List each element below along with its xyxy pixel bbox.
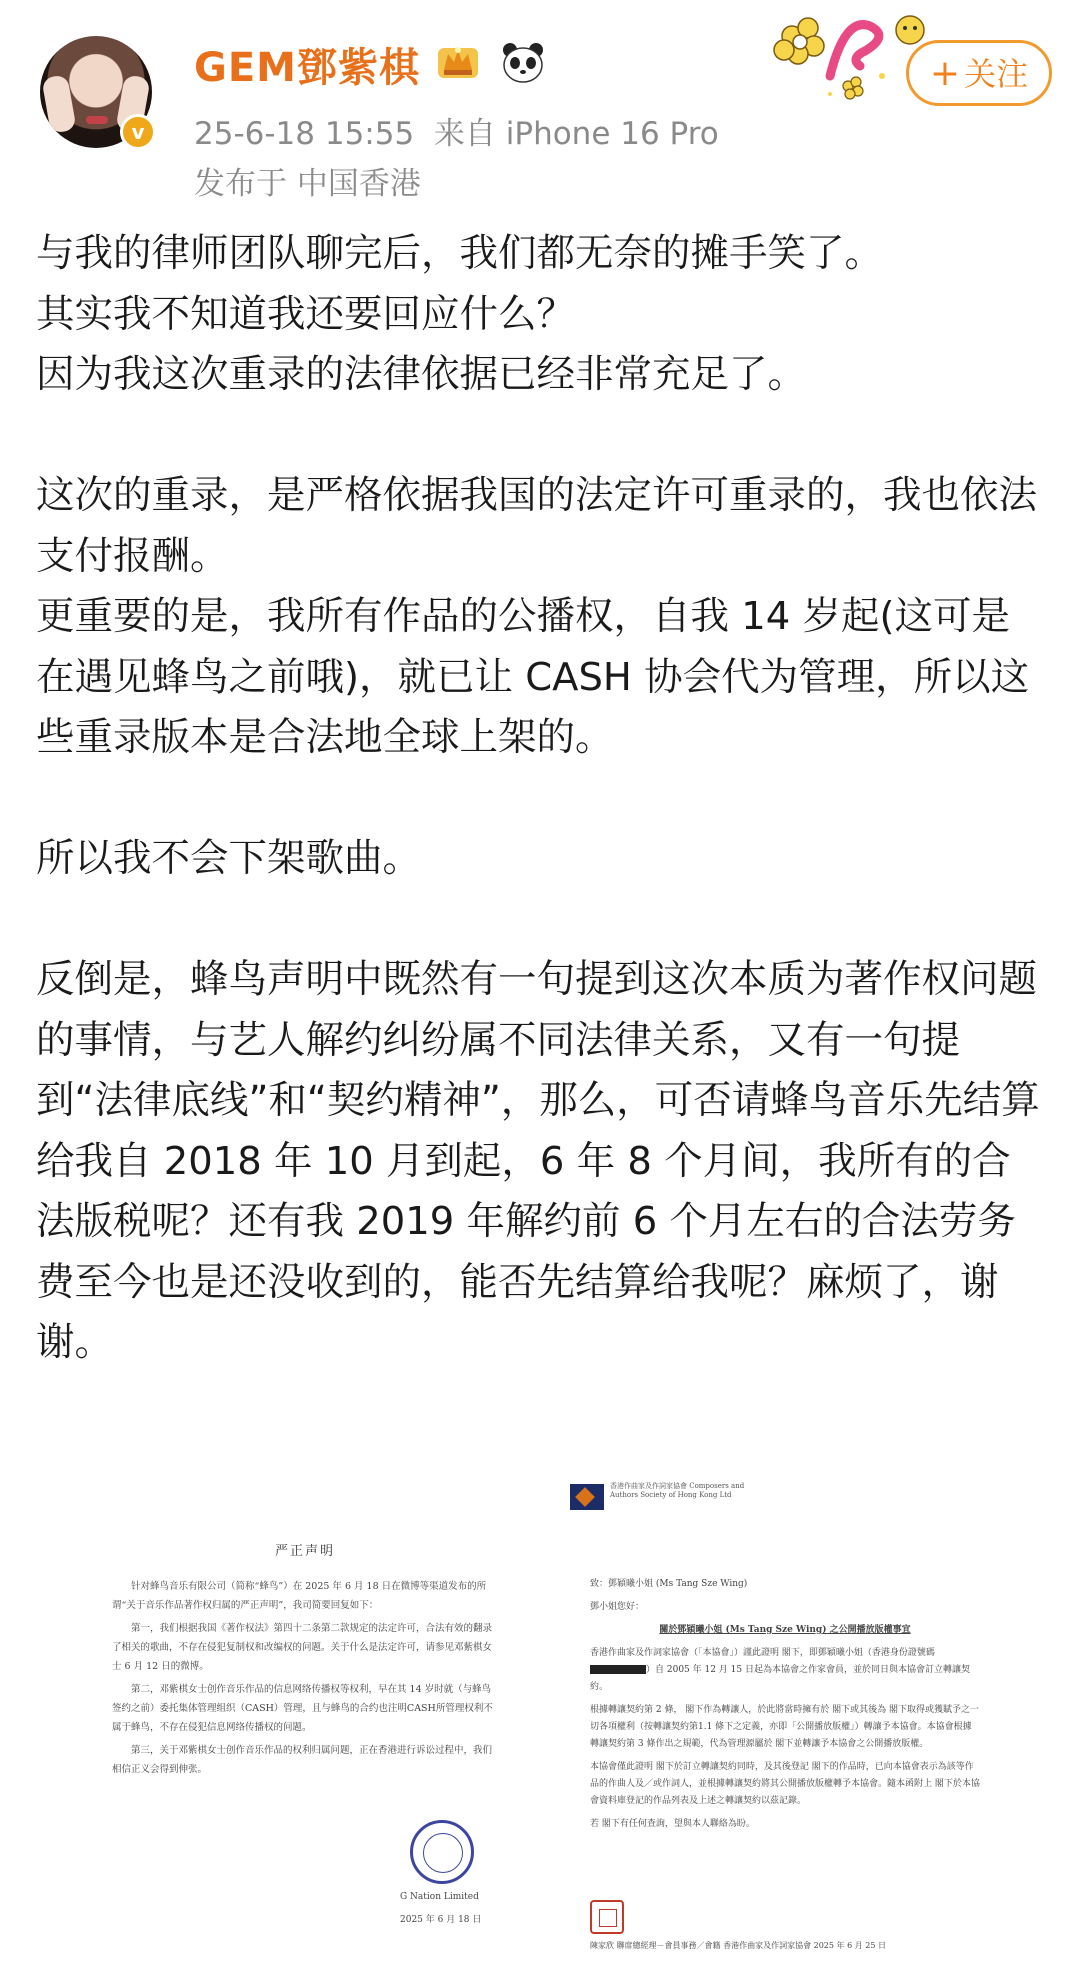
letter-paragraph: 本協會僅此證明 閣下於訂立轉讓契約同時，及其後登記 閣下的作品時，已向本協會表示為該等作品的作曲人及／或作詞人，並根據轉讓契約將其公開播放版權轉予本協會。隨本函附上 閣下於本協會資料庫登記的作品列表及上述之轉讓契約以茲記錄。 [590,1762,980,1806]
letter-salutation: 鄧小姐您好： [590,1602,645,1612]
plus-icon: + [929,53,961,94]
statement-body [80,1577,530,1779]
cash-logo-icon [570,1484,604,1510]
statement-paragraph: 第二，邓紫棋女士创作音乐作品的信息网络传播权等权利，早在其 14 岁时就（与蜂鸟签约之前）委托集体管理组织（CASH）管理，且与蜂鸟的合约也注明CASH所管理权利不属于蜂鸟，不存在侵犯信息网络传播权的问题。 [112,1684,493,1733]
post-paragraph: 其实我不知道我还要回应什么？ [36,291,576,337]
username[interactable]: GEM鄧紫棋 [194,45,420,91]
post-paragraph: 所以我不会下架歌曲。 [36,836,422,881]
cash-letter-image[interactable] [550,1480,1010,1968]
timestamp: 25-6-18 15:55 [194,116,415,152]
statement-date: 2025 年 6 月 18 日 [400,1915,482,1925]
paragraph-gap [36,406,1046,467]
verified-badge-icon: v [120,114,156,150]
post-paragraph: 因为我这次重录的法律依据已经非常充足了。 [36,352,807,397]
cash-org-name: 香港作曲家及作詞家協會 Composers and Authors Society of Hong Kong Ltd [610,1482,745,1499]
post-images [36,1480,1046,1968]
paragraph-gap [36,769,1046,830]
letter-paragraph-text: ）自 2005 年 12 月 15 日起為本協會之作家會員，並於同日與本協會訂立轉讓契約。 [590,1665,970,1692]
letter-paragraph [590,1645,980,1696]
post-timestamp [194,108,719,153]
cash-letter-body [590,1576,980,1839]
post-paragraph: 这次的重录，是严格依据我国的法定许可重录的，我也依法支付报酬。 [36,473,1038,579]
statement-signature: G Nation Limited [400,1892,479,1902]
post-body [36,224,1046,1374]
statement-image[interactable] [80,1480,530,1968]
follow-label: 关注 [964,55,1029,93]
letter-paragraph-text: 香港作曲家及作詞家協會（「本協會」）謹此證明 閣下，即鄧穎曦小姐（香港身份證號碼 [590,1648,935,1658]
post-paragraph: 更重要的是，我所有作品的公播权，自我 14 岁起(这可是在遇见蜂鸟之前哦)，就已让 CASH 协会代为管理，所以这些重录版本是合法地全球上架的。 [36,594,1030,760]
post-paragraph: 反倒是，蜂鸟声明中既然有一句提到这次本质为著作权问题的事情，与艺人解约纠纷属不同法律关系，又有一句提到“法律底线”和“契约精神”，那么，可否请蜂鸟音乐先结算给我自 2018 年 10 月到起，6 年 8 个月间，我所有的合法版税呢？还有我 2019 年解约前 6 个月左右的合法劳务费至今也是还没收到的，能否先结算给我呢？麻烦了，谢谢。 [36,957,1040,1365]
post-source: 来自 iPhone 16 Pro [433,116,719,152]
statement-paragraph: 第三，关于邓紫棋女士创作音乐作品的权利归属问题，正在香港进行诉讼过程中，我们相信正义会得到伸张。 [112,1745,493,1775]
letter-signature: 陳家欣 聯席總經理－會員事務／會籍 香港作曲家及作詞家協會 2025 年 6 月 25 日 [590,1941,886,1950]
red-chop-icon [590,1900,624,1934]
panda-icon [500,40,546,84]
post-header [0,0,1080,200]
letter-paragraph: 若 閣下有任何查詢，望與本人聯絡為盼。 [590,1819,755,1829]
crown-icon [434,40,482,84]
redaction-bar [590,1665,646,1674]
letter-paragraph: 根據轉讓契約第 2 條， 閣下作為轉讓人，於此將當時擁有於 閣下或其後為 閣下取得或獲賦予之一切各項權利（按轉讓契約第1.1 條下之定義，亦即「公開播放版權」）轉讓予本協會。本協會根據轉讓契約第 3 條作出之規範，代為管理源屬於 閣下並轉讓予本協會之公開播放版權。 [590,1705,980,1749]
post-paragraph: 与我的律师团队聊完后，我们都无奈的摊手笑了。 [36,231,884,276]
paragraph-gap [36,890,1046,951]
company-seal-icon [410,1820,474,1884]
statement-paragraph: 第一，我们根据我国《著作权法》第四十二条第二款规定的法定许可，合法有效的翻录了相关的歌曲，不存在侵犯复制权和改编权的问题。关于什么是法定许可，请参见邓紫棋女士 6 月 12 日的微博。 [112,1623,493,1672]
letter-addressee: 致：鄧穎曦小姐 (Ms Tang Sze Wing) [590,1579,748,1589]
letter-title: 關於鄧穎曦小姐 (Ms Tang Sze Wing) 之公開播放版權事宜 [659,1625,911,1635]
statement-paragraph: 针对蜂鸟音乐有限公司（简称“蜂鸟”）在 2025 年 6 月 18 日在微博等渠道发布的所谓“关于音乐作品著作权归属的严正声明”，我司简要回复如下： [112,1581,487,1611]
avatar-lips [86,116,108,124]
statement-title: 严正声明 [274,1544,335,1559]
post-location: 发布于 中国香港 [194,166,421,202]
avatar-hand-left [41,74,76,134]
follow-button[interactable] [906,40,1052,106]
